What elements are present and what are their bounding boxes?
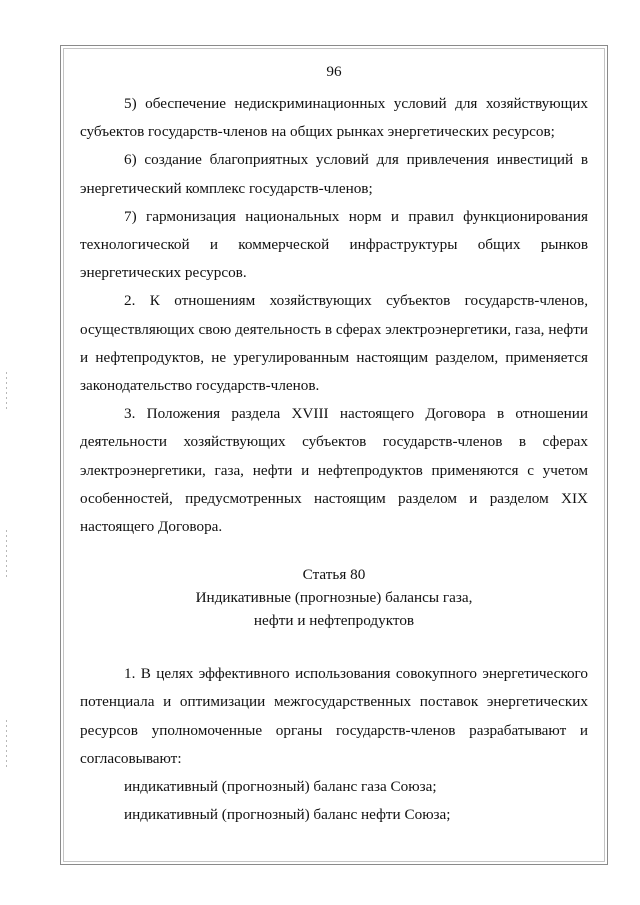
document-body [80, 58, 588, 829]
scan-edge-mark-middle [6, 530, 7, 580]
paragraph-item-7: 7) гармонизация национальных норм и правил функционирования технологической и коммерческой инфраструктуры общих рынков энергетических ресурсов. [80, 207, 588, 282]
list-item-gas-balance: индикативный (прогнозный) баланс газа Союза; [124, 778, 437, 796]
paragraph-clause-3: 3. Положения раздела XVIII настоящего Договора в отношении деятельности хозяйствующих субъектов государств-членов в сферах электроэнергетики, газа, нефти и нефтепродуктов применяются с учетом особенностей, предусмотренных настоящим разделом и разделом XIX настоящего Договора. [80, 405, 588, 536]
scan-edge-mark-bottom [6, 720, 7, 770]
article-number: Статья 80 [302, 566, 366, 584]
paragraph-item-5: 5) обеспечение недискриминационных условий для хозяйствующих субъектов государств-членов на общих рынках энергетических ресурсов; [80, 95, 588, 141]
scan-edge-mark-top [6, 372, 7, 412]
article-title-line-2: нефти и нефтепродуктов [253, 612, 415, 630]
article-heading [80, 563, 588, 632]
paragraph-clause-2: 2. К отношениям хозяйствующих субъектов государств-членов, осуществляющих свою деятельность в сферах электроэнергетики, газа, нефти и нефтепродуктов, не урегулированным настоящим разделом, применяется законодательство государств-членов. [80, 292, 588, 395]
page-number: 96 [326, 63, 342, 80]
paragraph-article-80-clause-1: 1. В целях эффективного использования совокупного энергетического потенциала и оптимизации межгосударственных поставок энергетических ресурсов уполномоченные органы государств-членов разрабатывают и согласовывают: [80, 665, 588, 767]
article-title-line-1: Индикативные (прогнозные) балансы газа, [195, 589, 473, 607]
paragraph-item-6: 6) создание благоприятных условий для привлечения инвестиций в энергетический комплекс государств-членов; [80, 151, 588, 197]
list-item-oil-balance: индикативный (прогнозный) баланс нефти Союза; [124, 806, 451, 824]
